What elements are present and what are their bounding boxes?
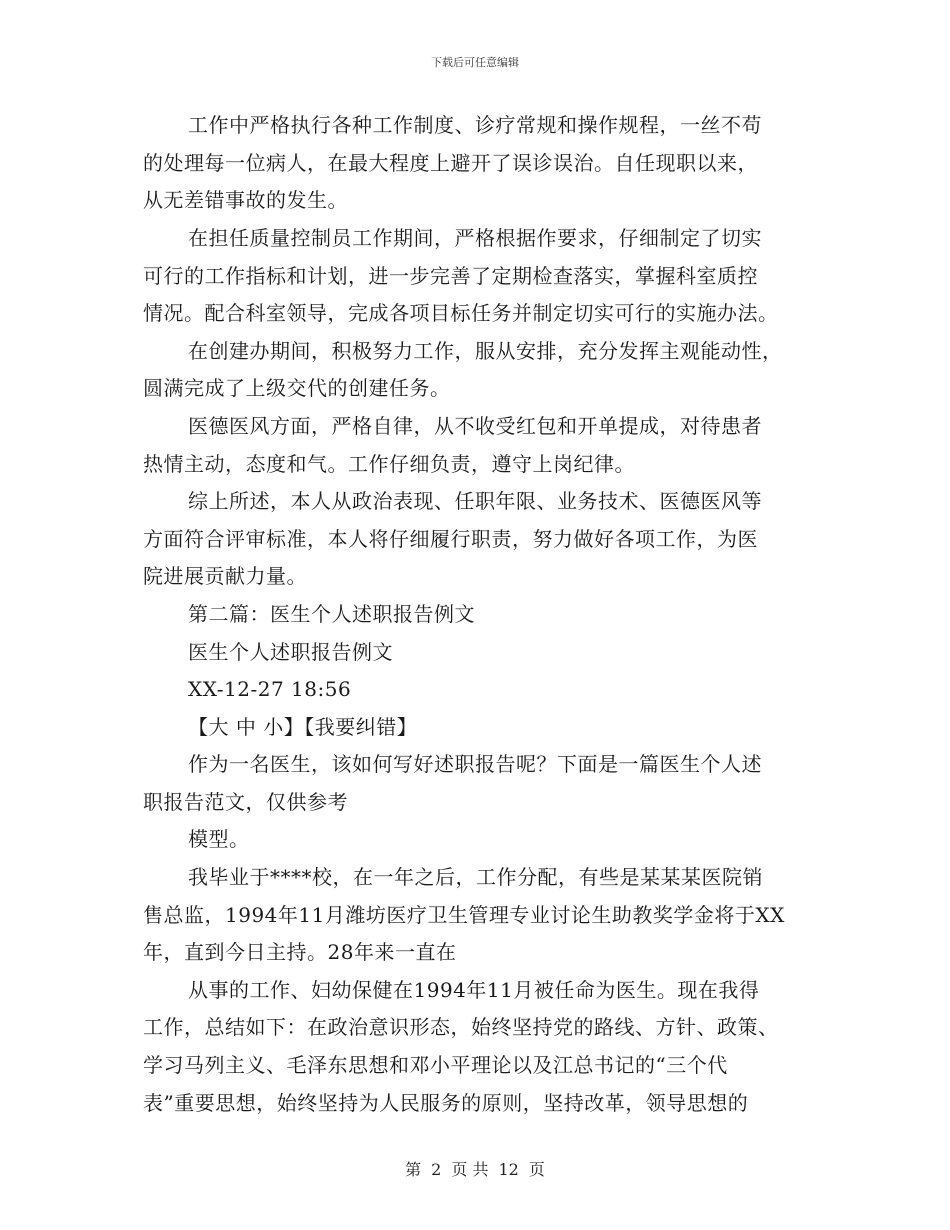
body-line: 模型。 xyxy=(188,827,250,851)
article-timestamp: XX-12-27 18:56 xyxy=(188,677,352,701)
body-line: 医德医风方面，严格自律，从不收受红包和开单提成，对待患者 xyxy=(188,414,762,438)
body-line: 方面符合评审标准，本人将仔细履行职责，努力做好各项工作，为医 xyxy=(143,527,758,551)
body-line: 综上所述，本人从政治表现、任职年限、业务技术、医德医风等 xyxy=(188,489,762,513)
body-line: 从事的工作、妇幼保健在1994年11月被任命为医生。现在我得 xyxy=(188,978,760,1002)
page-label-prefix: 第 xyxy=(405,1160,422,1179)
body-line: 院进展贡献力量。 xyxy=(143,564,307,588)
body-line: 售总监，1994年11月潍坊医疗卫生管理专业讨论生助教奖学金将于XX xyxy=(143,903,785,927)
body-line: 的处理每一位病人，在最大程度上避开了误诊误治。自任现职以来， xyxy=(143,151,758,175)
page-header-note: 下载后可任意编辑 xyxy=(431,56,519,69)
font-size-links: 【大 中 小】【我要纠错】 xyxy=(188,715,418,739)
body-line: 圆满完成了上级交代的创建任务。 xyxy=(143,376,451,400)
body-line: 年，直到今日主持。28年来一直在 xyxy=(143,940,457,964)
body-line: 工作，总结如下：在政治意识形态，始终坚持党的路线、方针、政策、 xyxy=(143,1015,779,1039)
total-pages-number: 12 xyxy=(498,1160,519,1179)
section-heading: 第二篇：医生个人述职报告例文 xyxy=(188,602,475,626)
body-line: 可行的工作指标和计划，进一步完善了定期检查落实，掌握科室质控 xyxy=(143,264,758,288)
body-line: 我毕业于****校，在一年之后，工作分配，有些是某某某医院销 xyxy=(188,865,763,889)
body-line: 情况。配合科室领导，完成各项目标任务并制定切实可行的实施办法。 xyxy=(143,301,779,325)
page-number-footer xyxy=(0,1157,950,1180)
body-line: 学习马列主义、毛泽东思想和邓小平理论以及江总书记的“三个代 xyxy=(143,1053,728,1077)
current-page-number: 2 xyxy=(431,1160,442,1179)
body-line: 在创建办期间，积极努力工作，服从安排，充分发挥主观能动性， xyxy=(188,339,783,363)
body-line: 工作中严格执行各种工作制度、诊疗常规和操作规程，一丝不苟 xyxy=(188,113,762,137)
article-title: 医生个人述职报告例文 xyxy=(188,640,393,664)
body-line: 作为一名医生，该如何写好述职报告呢？下面是一篇医生个人述 xyxy=(188,752,762,776)
body-line: 从无差错事故的发生。 xyxy=(143,188,348,212)
page-label-mid: 页 共 xyxy=(451,1160,489,1179)
body-line: 在担任质量控制员工作期间，严格根据作要求，仔细制定了切实 xyxy=(188,226,762,250)
body-line: 职报告范文，仅供参考 xyxy=(143,790,348,814)
page-label-suffix: 页 xyxy=(528,1160,545,1179)
body-line: 热情主动，态度和气。工作仔细负责，遵守上岗纪律。 xyxy=(143,452,635,476)
body-line: 表”重要思想，始终坚持为人民服务的原则，坚持改革，领导思想的 xyxy=(143,1091,749,1115)
